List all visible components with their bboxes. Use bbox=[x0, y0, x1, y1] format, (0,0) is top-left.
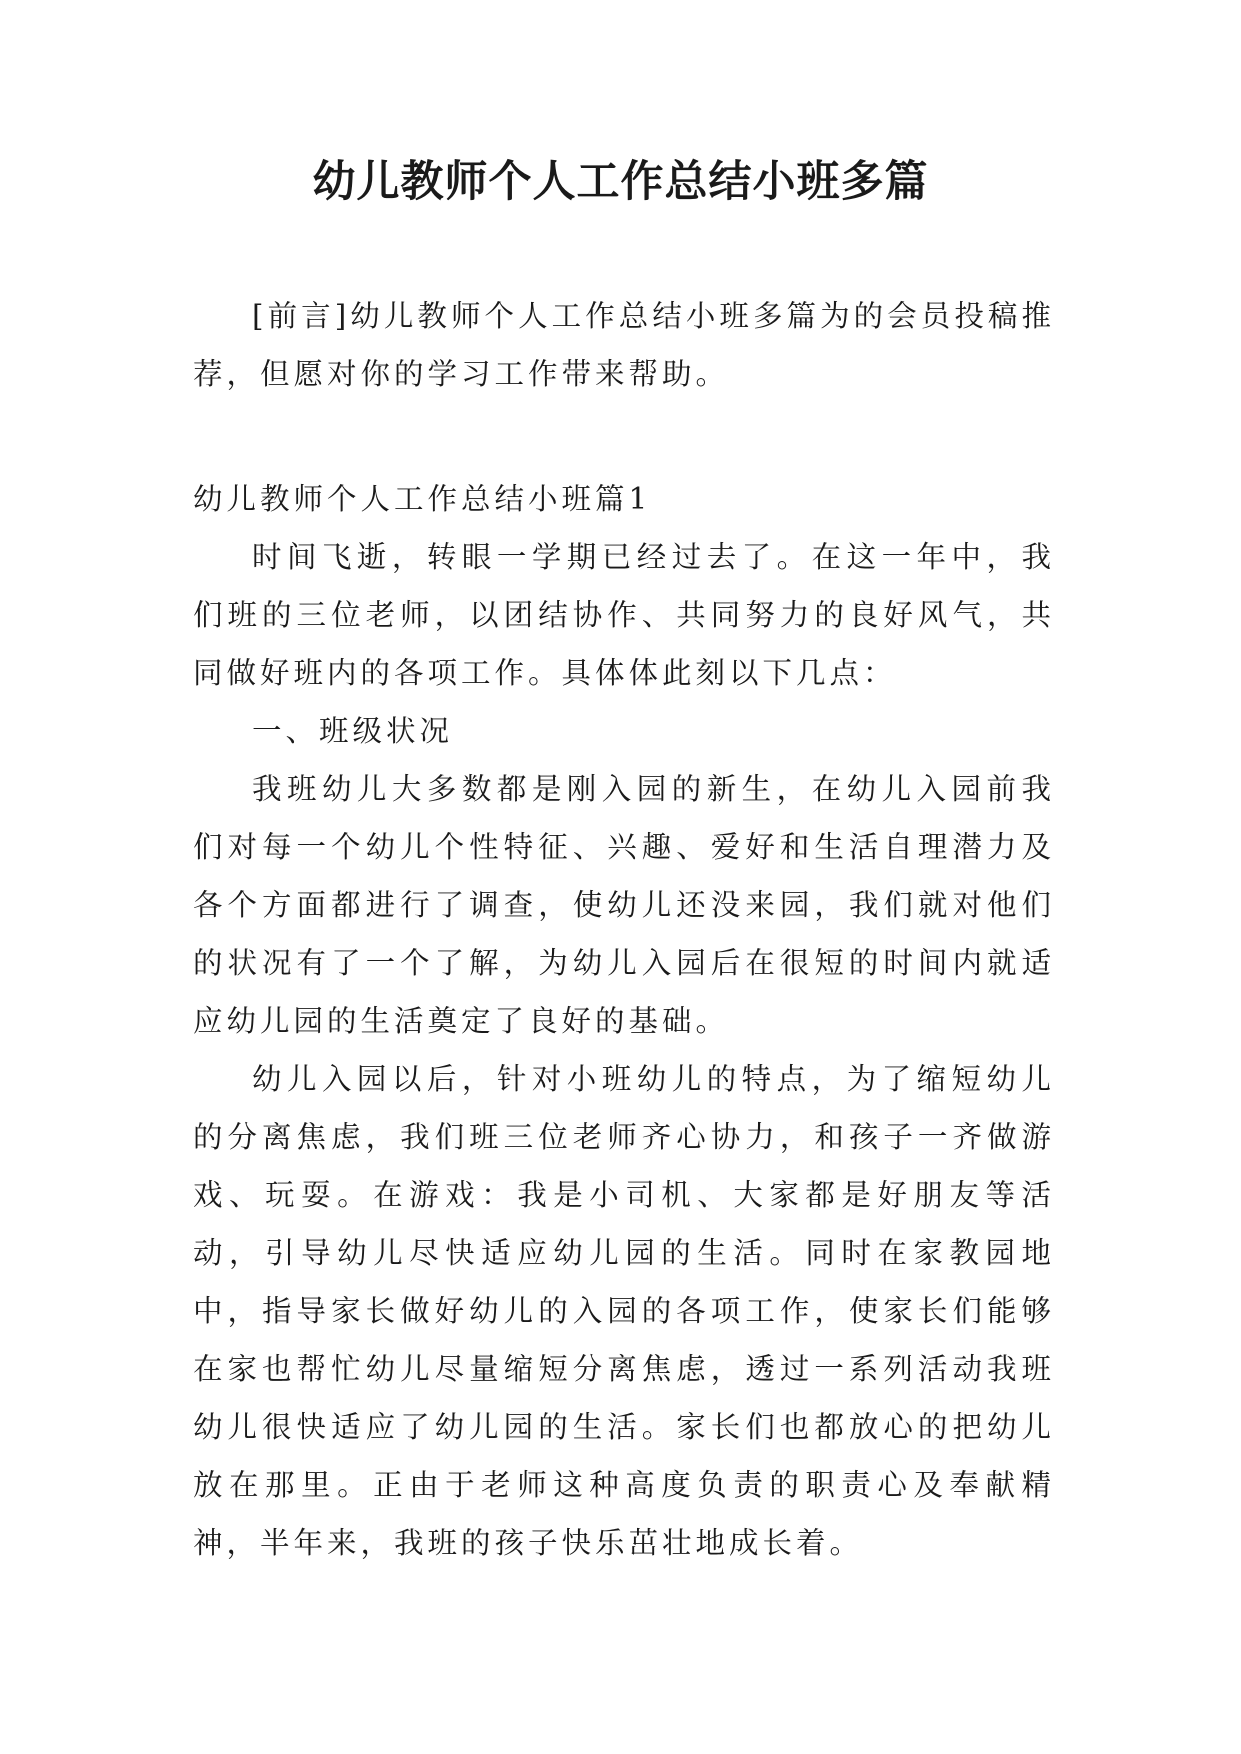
intro-paragraph: [前言]幼儿教师个人工作总结小班多篇为的会员投稿推荐，但愿对你的学习工作带来帮助。 bbox=[193, 299, 1055, 391]
intro-block bbox=[193, 287, 1055, 403]
section-body bbox=[193, 470, 1055, 1572]
document-title: 幼儿教师个人工作总结小班多篇 bbox=[312, 157, 929, 207]
section-heading: 幼儿教师个人工作总结小班篇1 bbox=[193, 482, 652, 516]
body-paragraph-3: 幼儿入园以后，针对小班幼儿的特点，为了缩短幼儿的分离焦虑，我们班三位老师齐心协力，和孩子一齐做游戏、玩耍。在游戏：我是小司机、大家都是好朋友等活动，引导幼儿尽快适应幼儿园的生活。同时在家教园地中，指导家长做好幼儿的入园的各项工作，使家长们能够在家也帮忙幼儿尽量缩短分离焦虑，透过一系列活动我班幼儿很快适应了幼儿园的生活。家长们也都放心的把幼儿放在那里。正由于老师这种高度负责的职责心及奉献精神，半年来，我班的孩子快乐茁壮地成长着。 bbox=[193, 1062, 1055, 1560]
body-paragraph-2: 我班幼儿大多数都是刚入园的新生，在幼儿入园前我们对每一个幼儿个性特征、兴趣、爱好和生活自理潜力及各个方面都进行了调查，使幼儿还没来园，我们就对他们的状况有了一个了解，为幼儿入园后在很短的时间内就适应幼儿园的生活奠定了良好的基础。 bbox=[193, 772, 1055, 1038]
subheading-class-status: 一、班级状况 bbox=[252, 714, 454, 748]
body-paragraph-1: 时间飞逝，转眼一学期已经过去了。在这一年中，我们班的三位老师，以团结协作、共同努力的良好风气，共同做好班内的各项工作。具体体此刻以下几点： bbox=[193, 540, 1055, 690]
